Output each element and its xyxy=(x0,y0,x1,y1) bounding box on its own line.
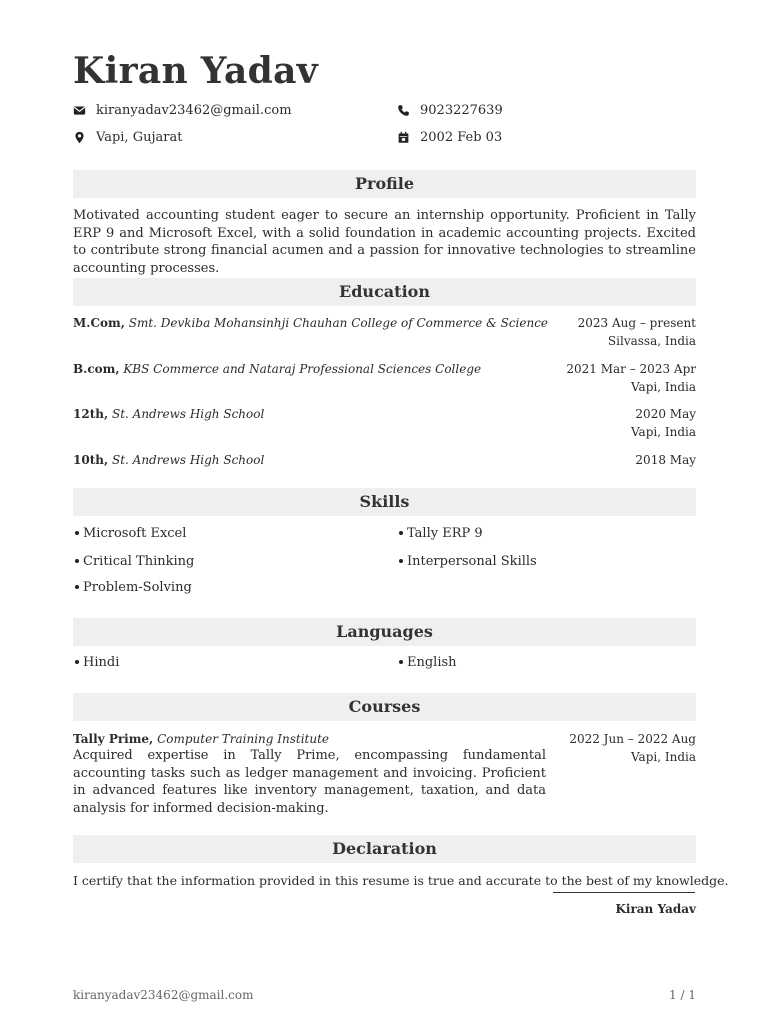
skill-label: Critical Thinking xyxy=(83,554,195,569)
signature-line xyxy=(553,892,695,893)
dob-contact xyxy=(397,130,502,145)
skill-item xyxy=(73,580,192,595)
education-degree: 12th, xyxy=(73,407,109,421)
skill-label: Interpersonal Skills xyxy=(407,554,537,569)
footer-email: kiranyadav23462@gmail.com xyxy=(73,988,254,1002)
section-header-courses: Courses xyxy=(73,693,696,721)
language-label: Hindi xyxy=(83,655,120,670)
education-degree: B.com, xyxy=(73,362,120,376)
course-description: Acquired expertise in Tally Prime, encompassing fundamental accounting tasks such as ledger management and invoicing. Proficient in advanced features like inventory management, taxation, and data analysis for informed decision-making. xyxy=(73,748,546,816)
language-item xyxy=(397,655,457,670)
skill-item xyxy=(73,554,194,569)
location-text: Vapi, Gujarat xyxy=(96,130,183,145)
dob-text: 2002 Feb 03 xyxy=(420,130,503,145)
declaration-text: I certify that the information provided in this resume is true and accurate to the best of my knowledge. xyxy=(73,873,729,888)
phone-icon xyxy=(397,104,410,117)
skill-item xyxy=(397,554,537,569)
skill-label: Tally ERP 9 xyxy=(407,526,483,541)
calendar-icon xyxy=(397,131,410,144)
skill-item xyxy=(73,526,186,541)
skill-label: Problem-Solving xyxy=(83,580,192,595)
course-place: Vapi, India xyxy=(630,750,696,764)
language-label: English xyxy=(407,655,457,670)
education-place: Vapi, India xyxy=(630,380,696,394)
location-contact xyxy=(73,130,182,145)
course-title: Tally Prime, xyxy=(73,732,154,746)
education-date: 2018 May xyxy=(635,453,696,467)
course-institute: Computer Training Institute xyxy=(157,732,330,746)
envelope-icon xyxy=(73,104,86,117)
email-text: kiranyadav23462@gmail.com xyxy=(96,103,292,118)
candidate-name: Kiran Yadav xyxy=(73,50,318,92)
education-school: St. Andrews High School xyxy=(111,453,265,467)
education-date: 2020 May xyxy=(635,407,696,421)
email-contact xyxy=(73,103,292,118)
education-school: KBS Commerce and Nataraj Professional Sciences College xyxy=(123,362,482,376)
profile-summary: Motivated accounting student eager to secure an internship opportunity. Proficient in Tally ERP 9 and Microsoft Excel, with a solid foundation in academic accounting projects. Excited to contribute strong financial acumen and a passion for innovative technologies to streamline accounting processes. xyxy=(73,208,696,276)
signature-name: Kiran Yadav xyxy=(615,902,696,916)
section-header-skills: Skills xyxy=(73,488,696,516)
section-header-declaration: Declaration xyxy=(73,835,696,863)
phone-text: 9023227639 xyxy=(420,103,503,118)
education-school: St. Andrews High School xyxy=(111,407,265,421)
page-number: 1 / 1 xyxy=(669,988,696,1002)
section-header-education: Education xyxy=(73,278,696,306)
education-place: Vapi, India xyxy=(630,425,696,439)
section-header-profile: Profile xyxy=(73,170,696,198)
section-header-languages: Languages xyxy=(73,618,696,646)
skill-label: Microsoft Excel xyxy=(83,526,187,541)
skill-item xyxy=(397,526,483,541)
map-pin-icon xyxy=(73,131,86,144)
education-place: Silvassa, India xyxy=(607,334,696,348)
education-degree: 10th, xyxy=(73,453,109,467)
education-date: 2023 Aug – present xyxy=(577,316,696,330)
phone-contact xyxy=(397,103,503,118)
education-school: Smt. Devkiba Mohansinhji Chauhan College of Commerce & Science xyxy=(128,316,549,330)
education-degree: M.Com, xyxy=(73,316,125,330)
education-date: 2021 Mar – 2023 Apr xyxy=(566,362,696,376)
course-date: 2022 Jun – 2022 Aug xyxy=(569,732,696,746)
language-item xyxy=(73,655,119,670)
